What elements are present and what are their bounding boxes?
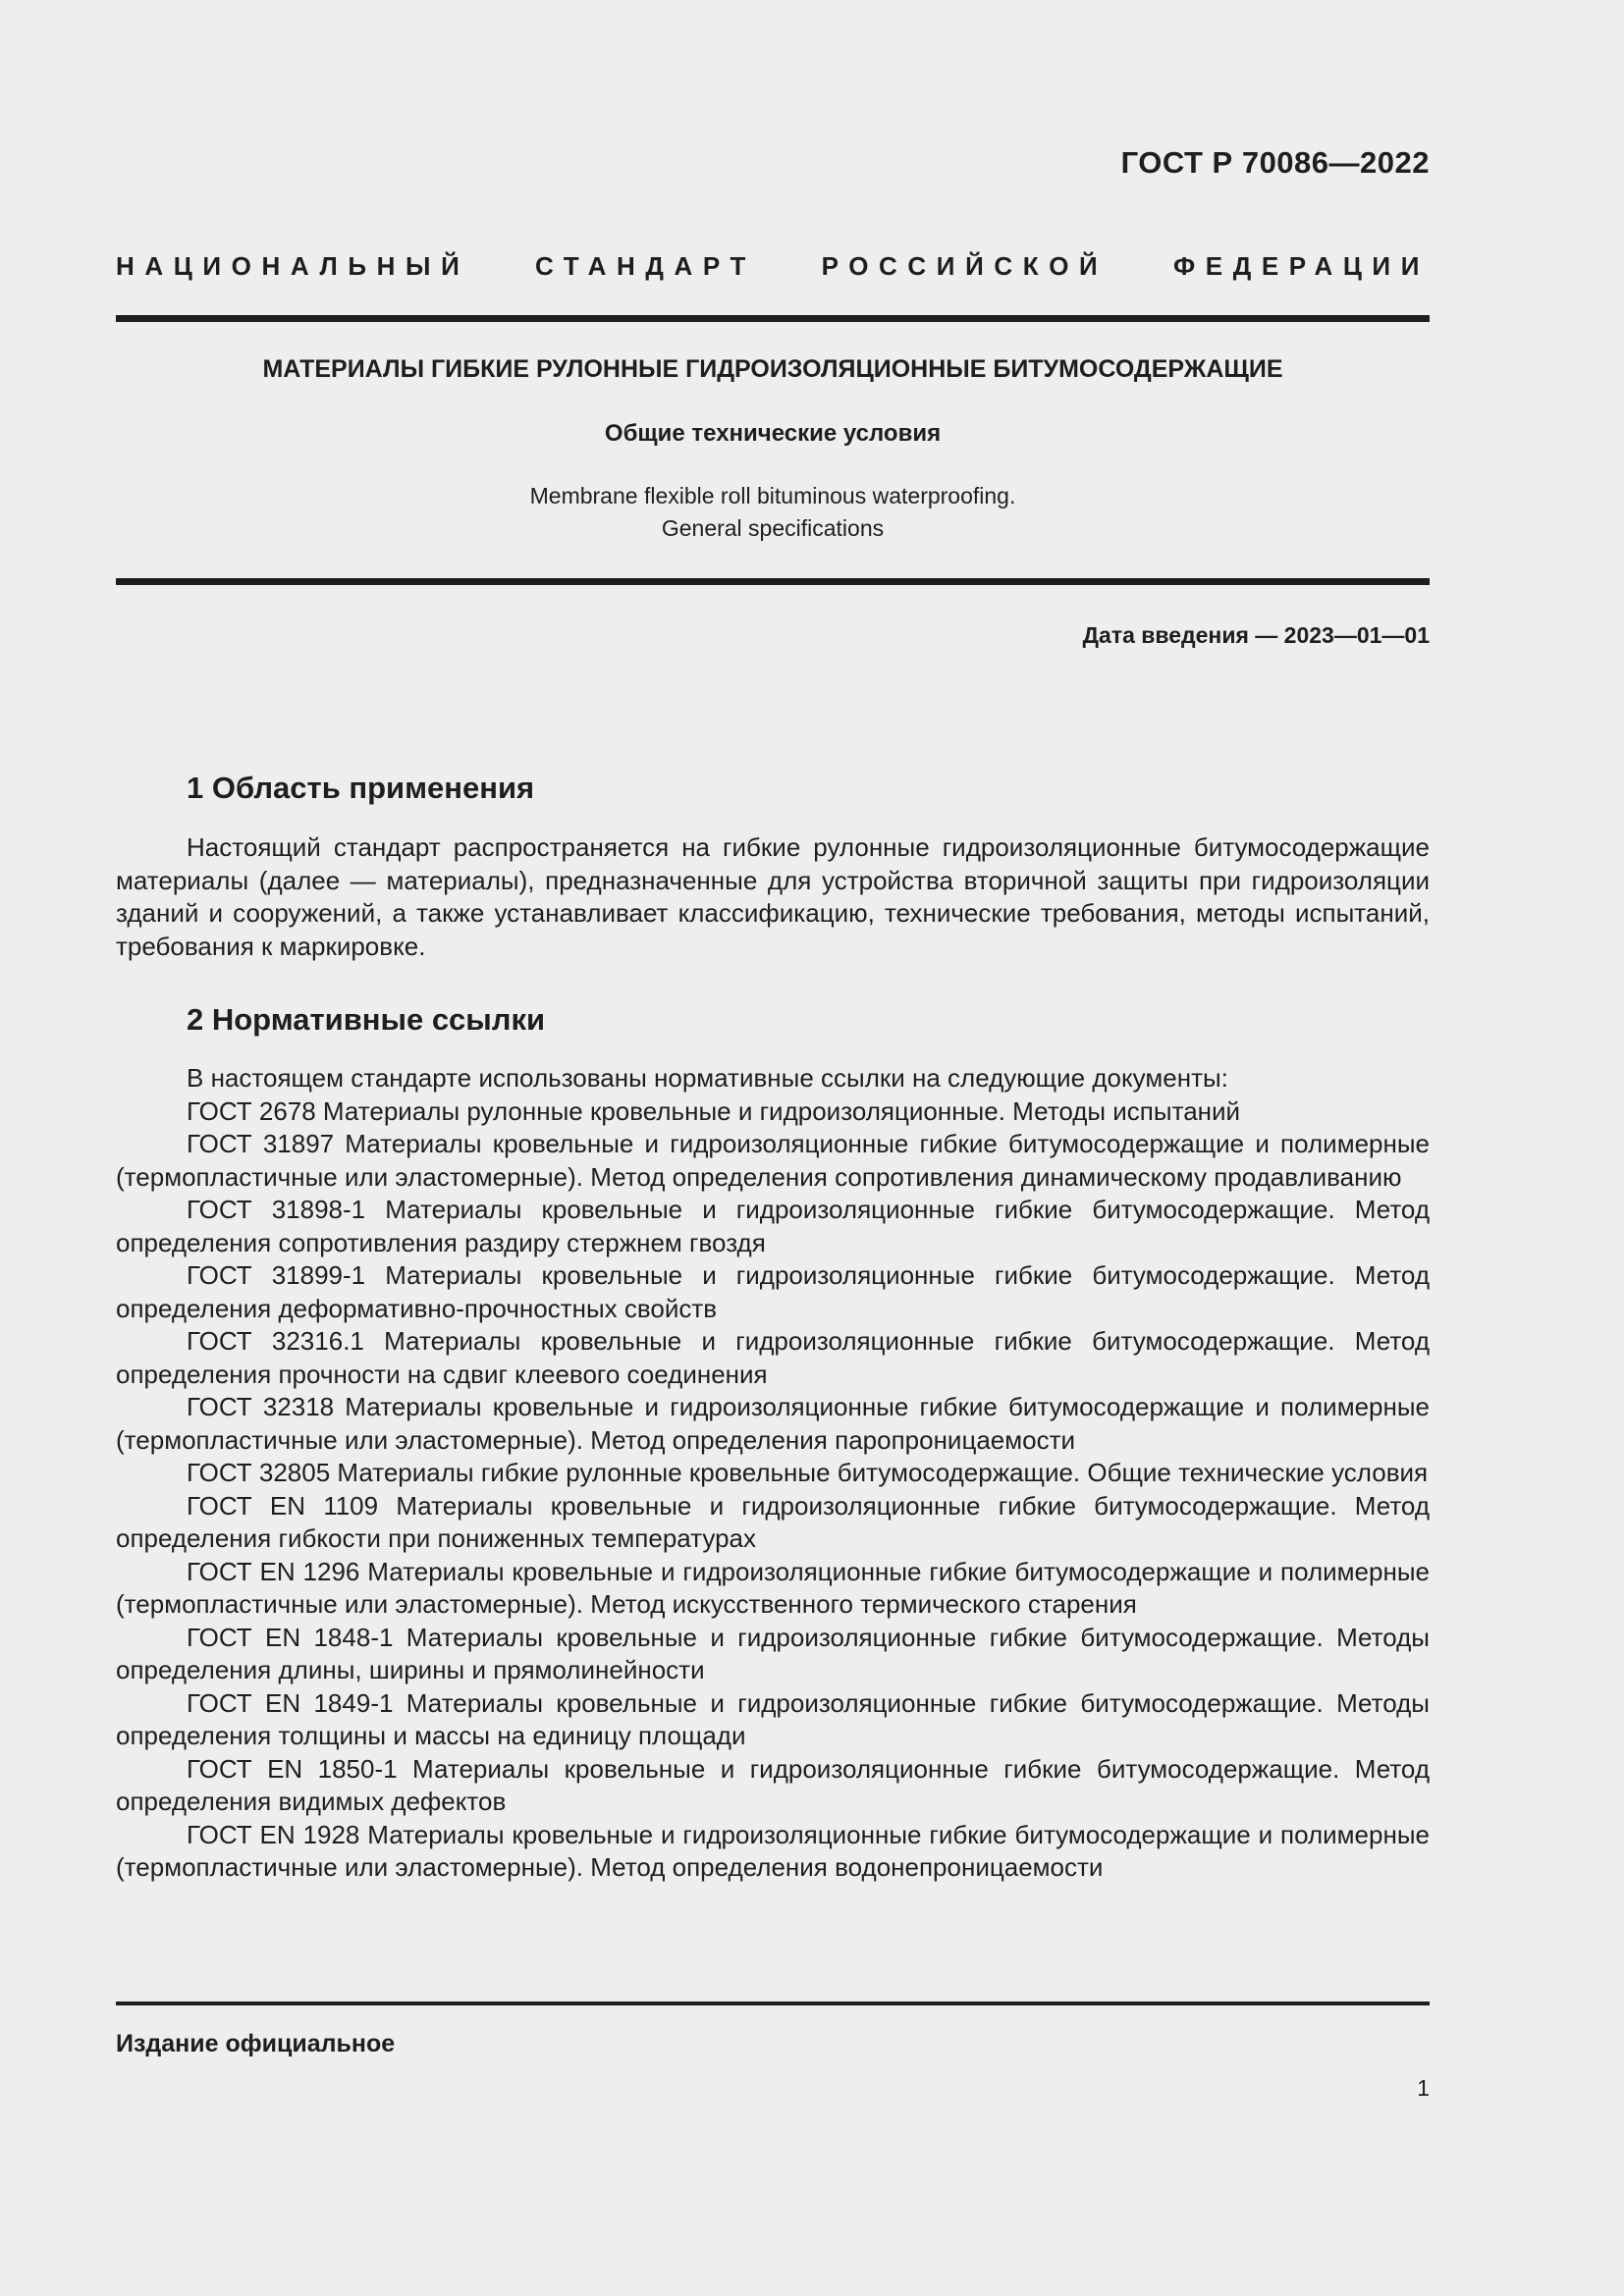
reference-item: ГОСТ EN 1296 Материалы кровельные и гидроизоляционные гибкие битумосодержащие и полимерные (термопластичные или эластомерные). Метод искусственного термического старения — [116, 1556, 1430, 1619]
national-standard-banner — [116, 251, 1430, 282]
reference-item: ГОСТ EN 1109 Материалы кровельные и гидроизоляционные гибкие битумосодержащие. Метод определения гибкости при пониженных температурах — [116, 1490, 1430, 1553]
english-title-line-1: Membrane flexible roll bituminous waterproofing. — [529, 483, 1016, 508]
section-1-heading: 1 Область применения — [187, 771, 535, 805]
reference-item: ГОСТ 2678 Материалы рулонные кровельные и гидроизоляционные. Методы испытаний — [187, 1095, 1241, 1126]
reference-item: ГОСТ EN 1850-1 Материалы кровельные и гидроизоляционные гибкие битумосодержащие. Метод определения видимых дефектов — [116, 1753, 1430, 1816]
introduction-date: Дата введения — 2023—01—01 — [1082, 622, 1430, 648]
footer-divider — [116, 2002, 1430, 2005]
document-subtitle: Общие технические условия — [604, 420, 942, 447]
reference-item: ГОСТ 31898-1 Материалы кровельные и гидроизоляционные гибкие битумосодержащие. Метод определения сопротивления раздиру стержнем гвоздя — [116, 1195, 1430, 1257]
reference-item: ГОСТ EN 1928 Материалы кровельные и гидроизоляционные гибкие битумосодержащие и полимерные (термопластичные или эластомерные). Метод определения водонепроницаемости — [116, 1819, 1430, 1882]
edition-label: Издание официальное — [116, 2030, 396, 2057]
references-intro: В настоящем стандарте использованы нормативные ссылки на следующие документы: — [187, 1063, 1228, 1093]
reference-item: ГОСТ 32316.1 Материалы кровельные и гидроизоляционные гибкие битумосодержащие. Метод определения прочности на сдвиг клеевого соединения — [116, 1326, 1430, 1389]
document-number: ГОСТ Р 70086—2022 — [1120, 145, 1430, 180]
reference-item: ГОСТ EN 1848-1 Материалы кровельные и гидроизоляционные гибкие битумосодержащие. Методы определения длины, ширины и прямолинейности — [116, 1622, 1430, 1684]
top-divider — [116, 315, 1430, 322]
document-title: МАТЕРИАЛЫ ГИБКИЕ РУЛОННЫЕ ГИДРОИЗОЛЯЦИОННЫЕ БИТУМОСОДЕРЖАЩИЕ — [262, 355, 1283, 383]
section-2-heading: 2 Нормативные ссылки — [187, 1002, 546, 1037]
section-1-text: Настоящий стандарт распространяется на гибкие рулонные гидроизоляционные битумосодержащие материалы (далее — материалы), предназначенные для устройства вторичной защиты при гидроизоляции зданий и сооружений, а также устанавливает классификацию, технические требования, методы испытаний, требования к маркировке. — [116, 832, 1430, 961]
page-number: 1 — [1417, 2075, 1430, 2101]
reference-item: ГОСТ 31897 Материалы кровельные и гидроизоляционные гибкие битумосодержащие и полимерные (термопластичные или эластомерные). Метод определения сопротивления динамическому продавливанию — [116, 1129, 1430, 1192]
reference-item: ГОСТ 32805 Материалы гибкие рулонные кровельные битумосодержащие. Общие технические условия — [187, 1458, 1429, 1487]
english-title-line-2: General specifications — [661, 515, 885, 541]
reference-item: ГОСТ 32318 Материалы кровельные и гидроизоляционные гибкие битумосодержащие и полимерные (термопластичные или эластомерные). Метод определения паропроницаемости — [116, 1392, 1430, 1455]
normative-references — [116, 1062, 1430, 1885]
title-divider — [116, 578, 1430, 585]
national-standard-text: НАЦИОНАЛЬНЫЙ СТАНДАРТ РОССИЙСКОЙ ФЕДЕРАЦИИ — [116, 251, 1430, 281]
reference-item: ГОСТ 31899-1 Материалы кровельные и гидроизоляционные гибкие битумосодержащие. Метод определения деформативно-прочностных свойств — [116, 1260, 1430, 1323]
reference-item: ГОСТ EN 1849-1 Материалы кровельные и гидроизоляционные гибкие битумосодержащие. Методы определения толщины и массы на единицу площади — [116, 1687, 1430, 1750]
english-title — [116, 480, 1430, 545]
